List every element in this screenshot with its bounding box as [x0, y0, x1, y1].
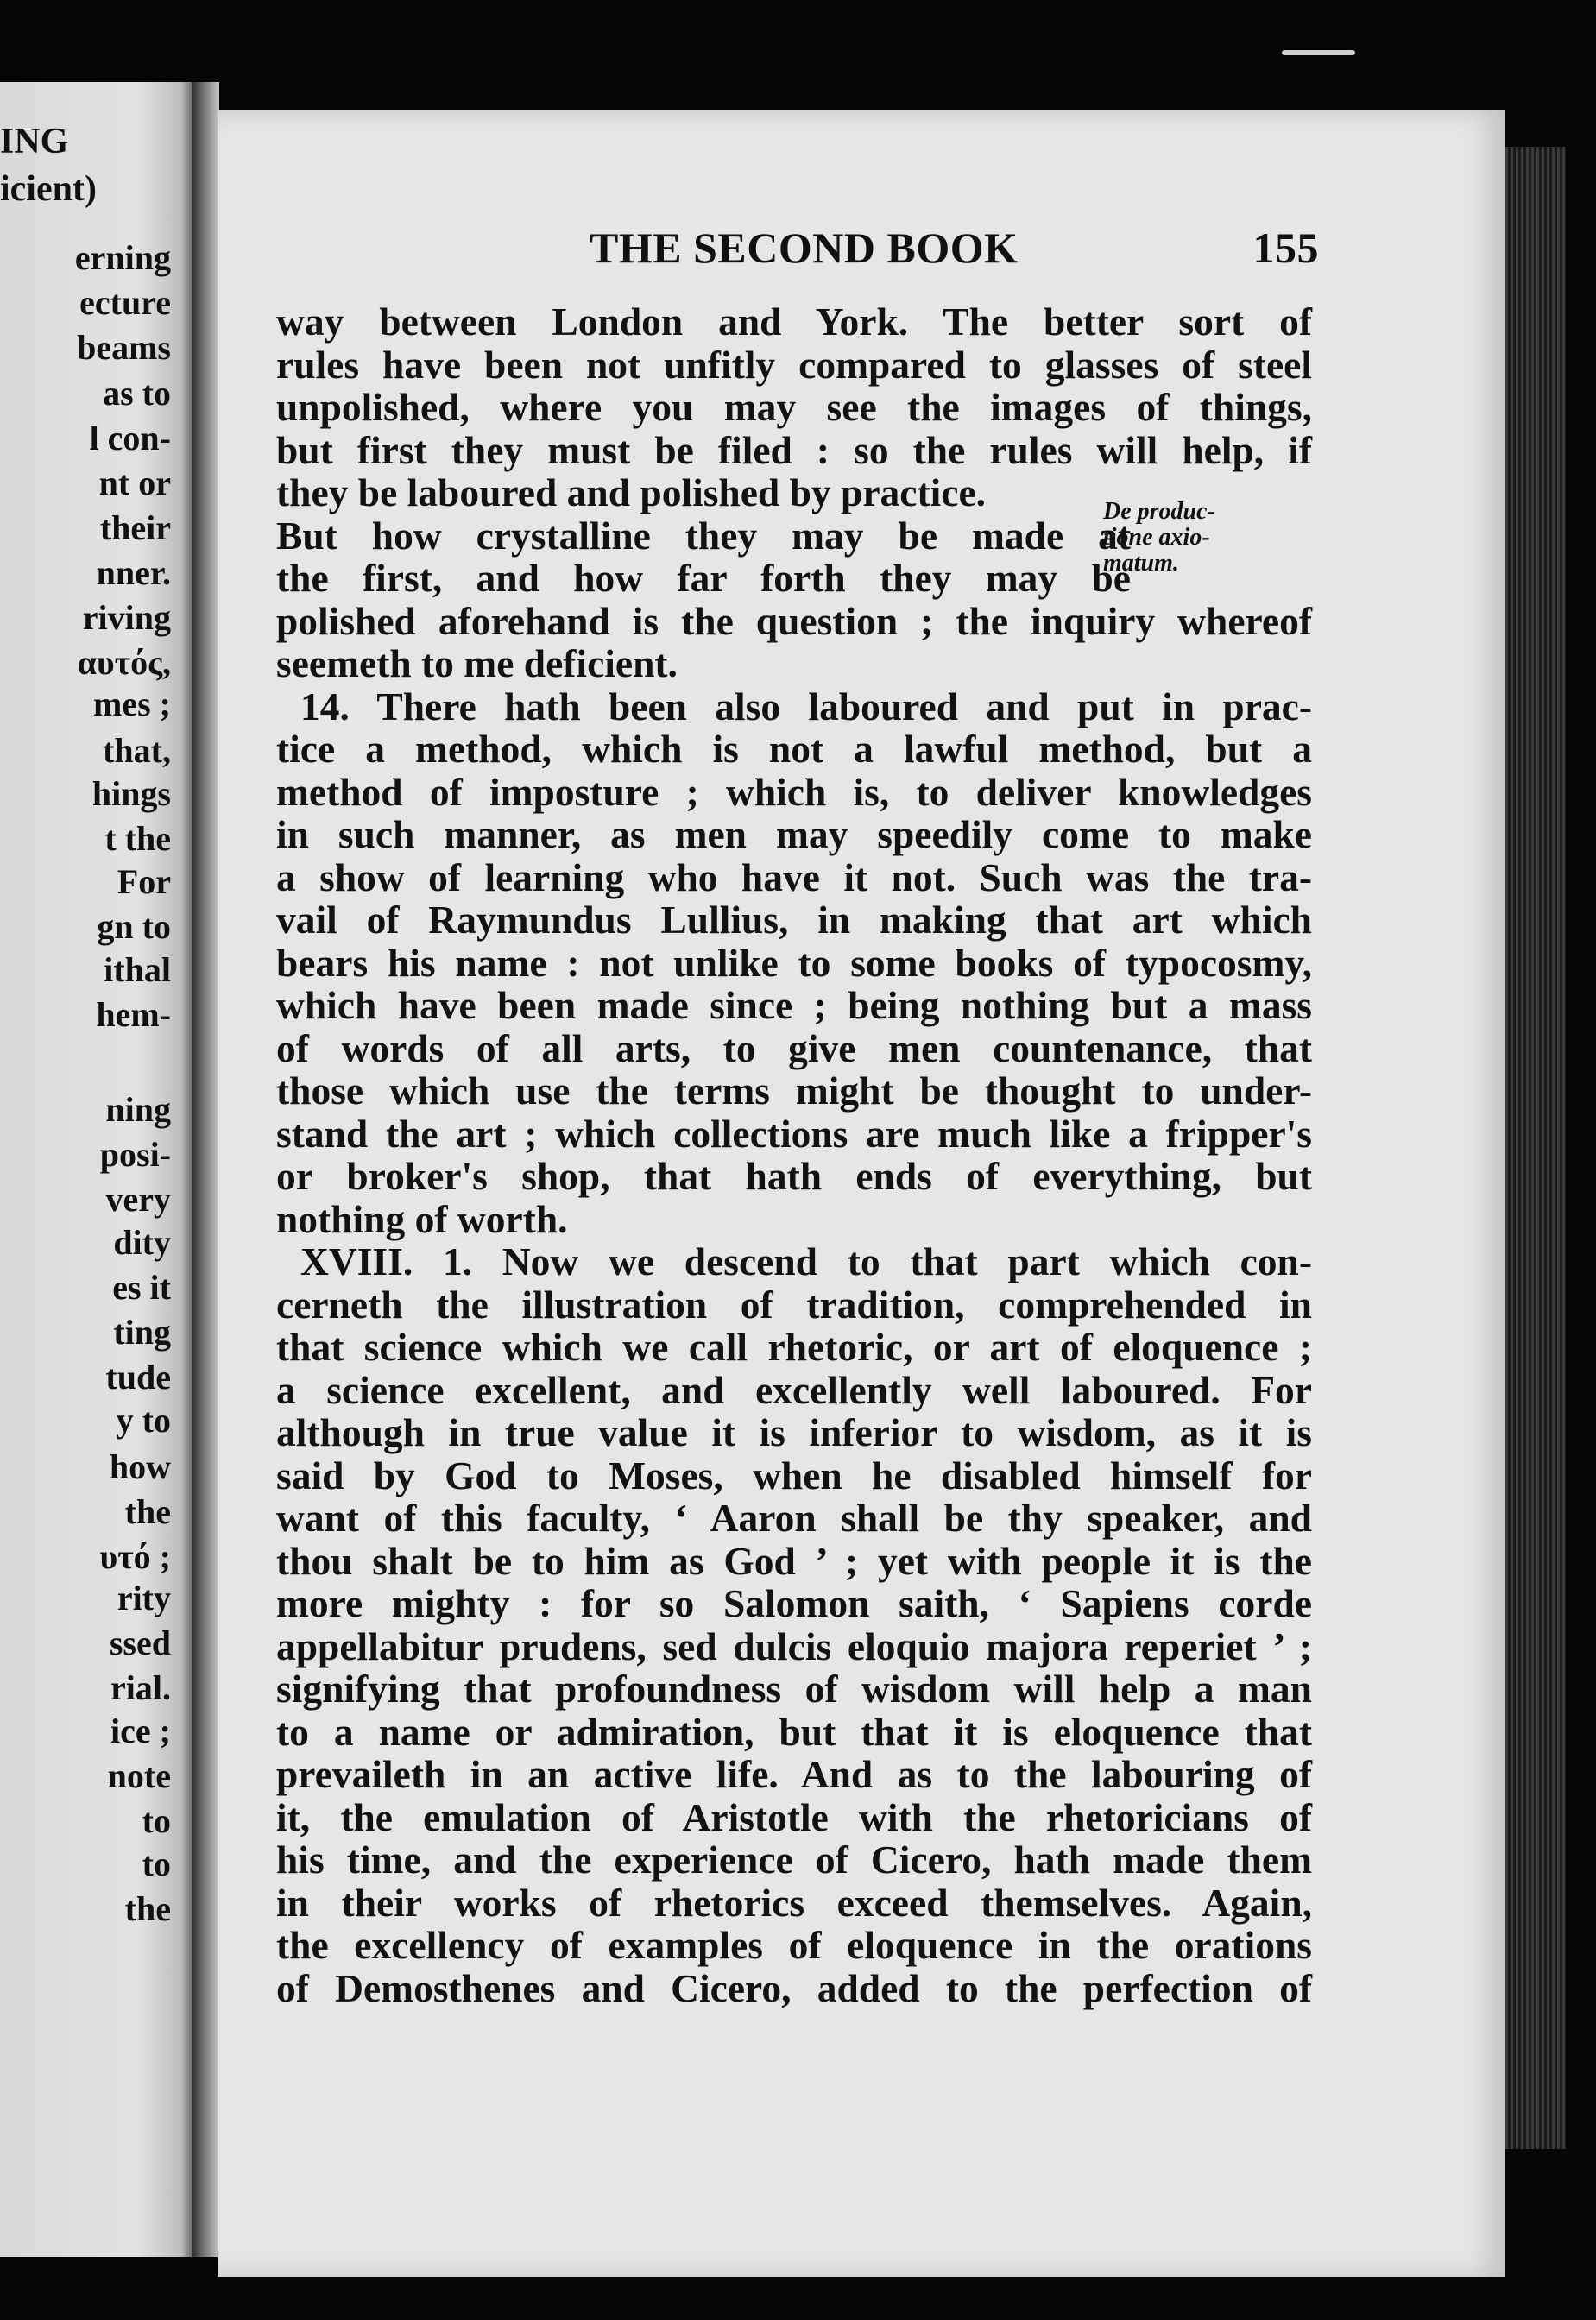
facing-page-line: that, [103, 731, 171, 770]
marginal-note-line: matum. [1103, 550, 1179, 577]
text-line: nothing of worth. [276, 1196, 568, 1241]
facing-page-line: αυτός, [77, 643, 171, 682]
facing-page-line: ssed [109, 1623, 171, 1662]
text-line: polished aforehand is the question ; the inquiry whereof [276, 598, 1312, 643]
facing-page-line: the [124, 1889, 171, 1928]
facing-page-line: to [142, 1844, 171, 1883]
text-line: unpolished, where you may see the images of things, [276, 385, 1312, 429]
page-edges [1505, 147, 1566, 2149]
text-line: stand the art ; which collections are much like a fripper's [276, 1111, 1312, 1156]
text-line: they be laboured and polished by practice. [276, 470, 987, 514]
facing-page-line: their [99, 508, 171, 547]
running-header [590, 223, 1319, 273]
facing-page-line: es it [112, 1268, 171, 1307]
text-line: in their works of rhetorics exceed themselves. Again, [276, 1880, 1312, 1925]
text-line: that science which we call rhetoric, or art of eloquence ; [276, 1325, 1312, 1369]
facing-page-line: very [105, 1180, 171, 1219]
facing-page-line: note [107, 1756, 171, 1795]
text-line: which have been made since ; being nothing but a mass [276, 983, 1312, 1027]
text-line: a science excellent, and excellently well laboured. For [276, 1367, 1312, 1412]
facing-page-line: rity [117, 1579, 171, 1617]
facing-page-line: to [142, 1801, 171, 1840]
text-line: or broker's shop, that hath ends of everything, but [276, 1154, 1312, 1198]
text-line: vail of Raymundus Lullius, in making that art which [276, 898, 1312, 942]
facing-page-line: ice ; [110, 1712, 171, 1750]
text-line: it, the emulation of Aristotle with the rhetoricians of [276, 1794, 1312, 1839]
text-line: of words of all arts, to give men countenance, that [276, 1025, 1312, 1070]
facing-page-line: gn to [97, 907, 171, 946]
running-title: THE SECOND BOOK [590, 224, 1019, 272]
text-line: thou shalt be to him as God ’ ; yet with people it is the [276, 1538, 1312, 1583]
facing-page-line: the [124, 1492, 171, 1531]
book-gutter [192, 82, 219, 2257]
text-line: method of imposture ; which is, to deliver knowledges [276, 769, 1312, 814]
facing-page-line: ning [105, 1090, 171, 1129]
text-line: tice a method, which is not a lawful method, but a [276, 727, 1312, 771]
facing-page-line: nner. [96, 553, 171, 592]
facing-page-line: tude [105, 1358, 171, 1396]
facing-page-line: ithal [104, 950, 171, 989]
facing-page-line: l con- [89, 419, 171, 457]
text-line: although in true value it is inferior to wisdom, as it is [276, 1410, 1312, 1454]
text-line: his time, and the experience of Cicero, hath made them [276, 1838, 1312, 1882]
facing-page [0, 82, 197, 2257]
facing-page-line: hem- [96, 995, 171, 1034]
text-line: the first, and how far forth they may be [276, 556, 1131, 600]
text-line: appellabitur prudens, sed dulcis eloquio majora reperiet ’ ; [276, 1623, 1312, 1668]
text-line: of Demosthenes and Cicero, added to the perfection of [276, 1965, 1312, 2010]
page-body [276, 300, 1312, 2009]
text-line: But how crystalline they may be made at [276, 513, 1131, 558]
facing-page-line: t the [104, 819, 171, 858]
facing-page-line: For [117, 862, 171, 901]
text-line: the excellency of examples of eloquence in the orations [276, 1923, 1312, 1967]
text-line: seemeth to me deficient. [276, 641, 678, 685]
facing-page-line: erning [74, 238, 171, 277]
facing-page-line: beams [77, 328, 171, 367]
text-line: way between London and York. The better sort of [276, 299, 1312, 344]
marginal-note-line: De produc- [1103, 498, 1215, 525]
facing-page-line: hings [91, 774, 171, 813]
scan-speck [1282, 50, 1355, 55]
text-line: prevaileth in an active life. And as to the labouring of [276, 1752, 1312, 1796]
facing-page-line: υτό ; [99, 1537, 171, 1576]
text-line: signifying that profoundness of wisdom will help a man [276, 1667, 1312, 1711]
text-line: a show of learning who have it not. Such was the tra- [276, 854, 1312, 899]
text-line: 14. There hath been also laboured and put in prac- [300, 684, 1312, 728]
facing-page-line: icient) [0, 169, 97, 209]
text-line: cerneth the illustration of tradition, comprehended in [276, 1282, 1312, 1327]
marginal-note-line: tione axio- [1103, 524, 1210, 551]
page-number: 155 [1252, 224, 1319, 272]
facing-page-line: riving [82, 598, 171, 637]
text-line: want of this faculty, ‘ Aaron shall be thy speaker, and [276, 1496, 1312, 1540]
text-line: in such manner, as men may speedily come to make [276, 812, 1312, 856]
facing-page-line: as to [103, 374, 171, 413]
facing-page-line: nt or [98, 463, 171, 502]
text-line: bears his name : not unlike to some books of typocosmy, [276, 940, 1312, 985]
facing-page-line: mes ; [93, 684, 171, 723]
text-line: rules have been not unfitly compared to glasses of steel [276, 342, 1312, 387]
facing-page-line: ting [113, 1313, 171, 1352]
text-line: but first they must be filed : so the rules will help, if [276, 427, 1312, 472]
text-line: to a name or admiration, but that it is eloquence that [276, 1709, 1312, 1754]
facing-page-line: rial. [110, 1668, 171, 1707]
text-line: those which use the terms might be thought to under- [276, 1069, 1312, 1113]
text-line: more mighty : for so Salomon saith, ‘ Sapiens corde [276, 1581, 1312, 1625]
facing-page-line: how [109, 1447, 171, 1486]
facing-page-line: ecture [79, 283, 171, 322]
facing-page-line: dity [113, 1223, 171, 1262]
facing-page-line: y to [116, 1401, 171, 1440]
text-line: said by God to Moses, when he disabled himself for [276, 1453, 1312, 1497]
text-line: XVIII. 1. Now we descend to that part which con- [300, 1239, 1312, 1283]
facing-page-line: ING [0, 122, 69, 161]
facing-page-line: posi- [99, 1135, 171, 1174]
